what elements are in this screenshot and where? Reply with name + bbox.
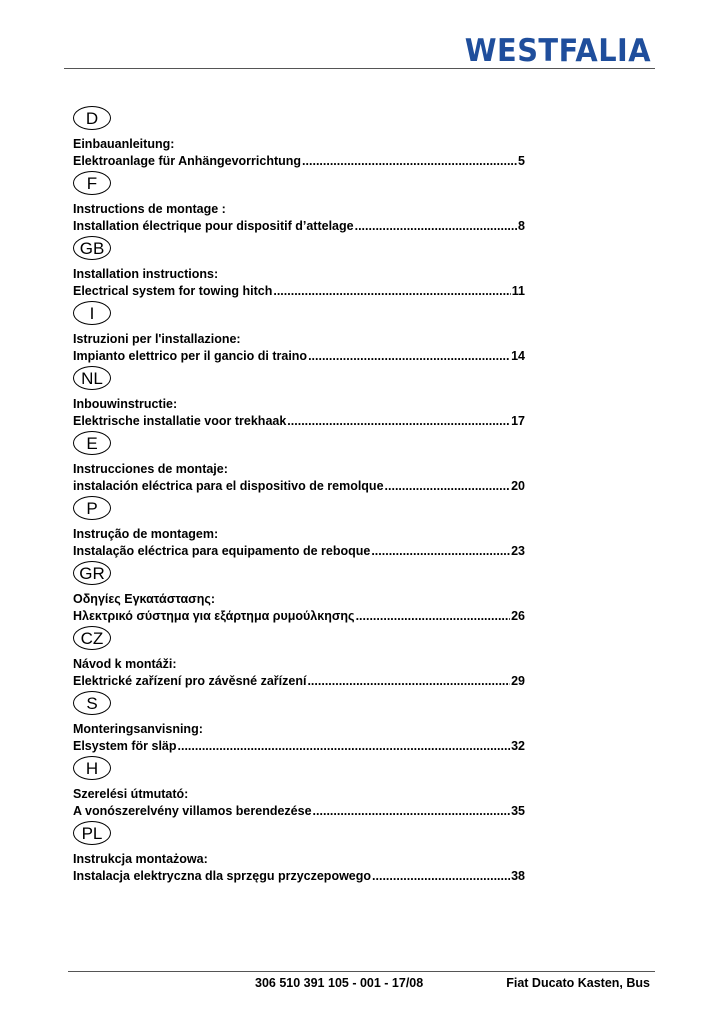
toc-entry-pt (73, 496, 525, 561)
toc-entry-hu (73, 756, 525, 821)
vehicle-model: Fiat Ducato Kasten, Bus (506, 976, 650, 990)
entry-line[interactable] (73, 544, 525, 559)
dot-leader (178, 739, 511, 754)
language-badge: H (73, 756, 111, 780)
toc-entry-cz (73, 626, 525, 691)
entry-title: Szerelési útmutató: (73, 787, 189, 801)
westfalia-logo: WESTFALIA (464, 33, 651, 69)
page-number: 11 (511, 284, 525, 298)
page-number: 32 (511, 739, 525, 753)
page-number: 14 (511, 349, 525, 363)
entry-title: Instrukcja montażowa: (73, 852, 208, 866)
language-badge: I (73, 301, 111, 325)
dot-leader (287, 414, 510, 429)
toc-entry-de (73, 106, 525, 171)
page-number: 5 (518, 154, 525, 168)
dot-leader (273, 284, 510, 299)
entry-title: Istruzioni per l'installazione: (73, 332, 241, 346)
toc-entry-it (73, 301, 525, 366)
toc-entry-es (73, 431, 525, 496)
language-badge: GB (73, 236, 111, 260)
entry-line[interactable] (73, 674, 525, 689)
entry-text: Installation électrique pour dispositif d’attelage (73, 219, 354, 233)
dot-leader (385, 479, 511, 494)
entry-line[interactable] (73, 154, 525, 169)
entry-title: Einbauanleitung: (73, 137, 175, 151)
language-badge: NL (73, 366, 111, 390)
dot-leader (356, 609, 511, 624)
footer-divider (68, 971, 655, 972)
page-number: 26 (511, 609, 525, 623)
header-divider (64, 68, 655, 69)
dot-leader (307, 674, 510, 689)
dot-leader (313, 804, 511, 819)
toc-entry-gb (73, 236, 525, 301)
language-badge: E (73, 431, 111, 455)
page-number: 35 (511, 804, 525, 818)
entry-title: Οδηγίες Εγκατάστασης: (73, 592, 216, 606)
entry-text: Instalação eléctrica para equipamento de reboque (73, 544, 371, 558)
dot-leader (355, 219, 517, 234)
entry-title: Instrucciones de montaje: (73, 462, 228, 476)
toc-entry-gr (73, 561, 525, 626)
entry-title: Instructions de montage : (73, 202, 226, 216)
dot-leader (308, 349, 510, 364)
entry-line[interactable] (73, 479, 525, 494)
page-number: 17 (511, 414, 525, 428)
entry-title: Inbouwinstructie: (73, 397, 178, 411)
entry-line[interactable] (73, 609, 525, 624)
dot-leader (302, 154, 517, 169)
toc-entry-pl (73, 821, 525, 886)
entry-text: Elektrische installatie voor trekhaak (73, 414, 287, 428)
entry-text: Ηλεκτρικό σύστημα για εξάρτημα ρυμούλκησης (73, 609, 355, 623)
entry-line[interactable] (73, 414, 525, 429)
entry-line[interactable] (73, 219, 525, 234)
entry-text: Instalacja elektryczna dla sprzęgu przyczepowego (73, 869, 372, 883)
language-badge: P (73, 496, 111, 520)
entry-title: Instrução de montagem: (73, 527, 219, 541)
entry-line[interactable] (73, 284, 525, 299)
entry-text: instalación eléctrica para el dispositivo de remolque (73, 479, 384, 493)
entry-text: Elektroanlage für Anhängevorrichtung (73, 154, 302, 168)
dot-leader (372, 869, 510, 884)
entry-title: Installation instructions: (73, 267, 219, 281)
entry-text: A vonószerelvény villamos berendezése (73, 804, 312, 818)
language-badge: GR (73, 561, 111, 585)
toc-entry-se (73, 691, 525, 756)
entry-title: Návod k montáži: (73, 657, 177, 671)
entry-line[interactable] (73, 349, 525, 364)
entry-line[interactable] (73, 804, 525, 819)
entry-text: Electrical system for towing hitch (73, 284, 273, 298)
page-number: 20 (511, 479, 525, 493)
entry-title: Monteringsanvisning: (73, 722, 203, 736)
toc-entry-nl (73, 366, 525, 431)
page-number: 8 (518, 219, 525, 233)
language-badge: CZ (73, 626, 111, 650)
entry-text: Elektrické zařízení pro závěsné zařízení (73, 674, 307, 688)
language-badge: D (73, 106, 111, 130)
entry-line[interactable] (73, 739, 525, 754)
language-badge: S (73, 691, 111, 715)
table-of-contents (73, 106, 525, 886)
page-number: 38 (511, 869, 525, 883)
entry-line[interactable] (73, 869, 525, 884)
entry-text: Impianto elettrico per il gancio di traino (73, 349, 308, 363)
entry-text: Elsystem för släp (73, 739, 177, 753)
toc-entry-fr (73, 171, 525, 236)
document-number: 306 510 391 105 - 001 - 17/08 (255, 976, 424, 990)
language-badge: PL (73, 821, 111, 845)
language-badge: F (73, 171, 111, 195)
dot-leader (371, 544, 510, 559)
page-number: 23 (511, 544, 525, 558)
page-number: 29 (511, 674, 525, 688)
